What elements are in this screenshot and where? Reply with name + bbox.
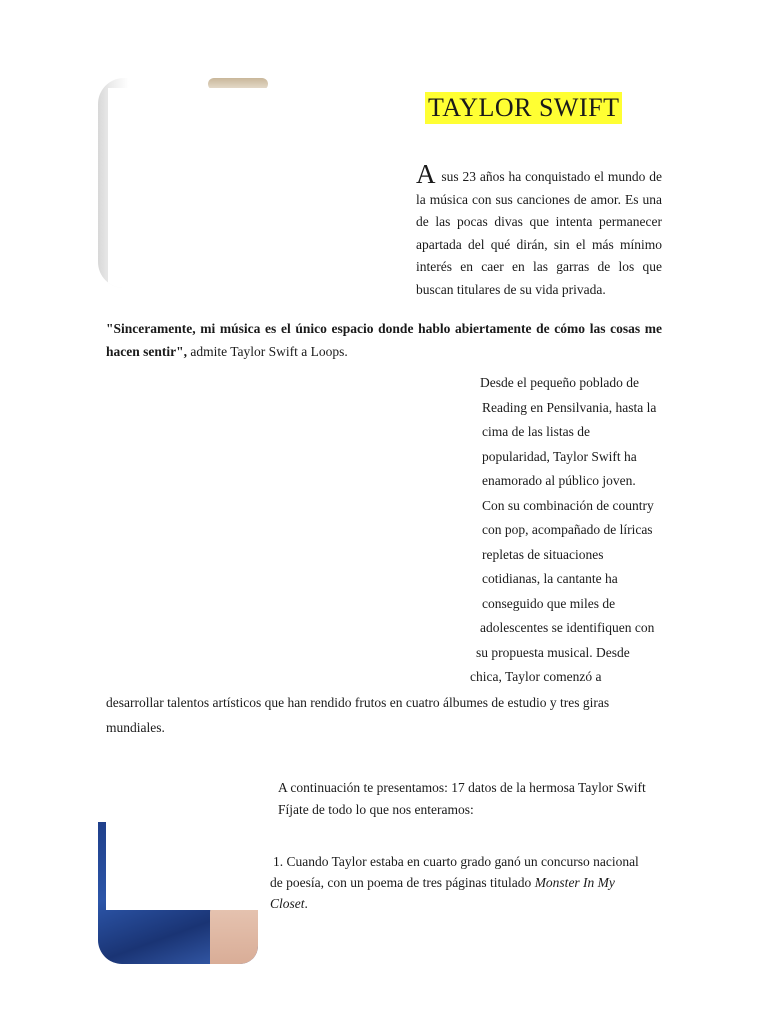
bio-line: popularidad, Taylor Swift ha xyxy=(482,448,637,464)
bio-line: conseguido que miles de xyxy=(482,595,616,611)
fact-line xyxy=(270,872,662,893)
fact-line xyxy=(270,893,662,914)
photo-bottom-blank xyxy=(106,822,258,910)
bio-line: cotidianas, la cantante ha xyxy=(482,571,618,586)
intro-text: sus 23 años ha conquistado el mundo de la música con sus canciones de amor. Es una de las pocas divas que intenta permanecer apartada del qué dirán, sin el más mínimo interés en caer en las garras de los que buscan titulares de su vida privada. xyxy=(416,169,662,297)
fact-line: 1. Cuando Taylor estaba en cuarto grado ganó un concurso nacional xyxy=(273,854,639,869)
poem-title-end: Closet xyxy=(270,896,305,911)
bio-line: adolescentes se identifiquen con xyxy=(480,620,655,635)
fact-period: . xyxy=(304,896,308,911)
bio-line: chica, Taylor comenzó a xyxy=(470,669,602,684)
bio-line: Con su combinación de country xyxy=(482,497,654,513)
intro-paragraph xyxy=(416,159,662,301)
drop-cap: A xyxy=(416,159,436,189)
fact-text: de poesía, con un poema de tres páginas titulado xyxy=(270,875,535,890)
page-title: TAYLOR SWIFT xyxy=(425,92,622,124)
bio-line: enamorado al público joven. xyxy=(482,473,636,488)
list-intro-line: Fíjate de todo lo que nos enteramos: xyxy=(278,802,474,817)
quote-attribution: admite Taylor Swift a Loops. xyxy=(187,343,348,359)
bio-paragraph-end: desarrollar talentos artísticos que han rendido frutos en cuatro álbumes de estudio y tres giras mundiales. xyxy=(106,695,610,735)
poem-title: Monster In My xyxy=(534,875,615,890)
bio-line: Reading en Pensilvania, hasta la xyxy=(482,399,657,415)
list-intro-line: A continuación te presentamos: 17 datos de la hermosa Taylor Swift xyxy=(278,780,646,795)
bio-line: con pop, acompañado de líricas xyxy=(482,522,653,537)
bio-line: cima de las listas de xyxy=(482,424,590,439)
fact-item-1 xyxy=(270,851,662,914)
bio-line: Desde el pequeño poblado de xyxy=(480,375,639,390)
quote-paragraph xyxy=(106,318,662,363)
bio-line: su propuesta musical. Desde xyxy=(476,644,630,660)
quote-bold: "Sinceramente, mi música es el único espacio donde hablo abiertamente de cómo las cosas me hacen sentir", xyxy=(106,321,662,359)
photo-top xyxy=(98,78,318,288)
list-intro xyxy=(278,777,678,821)
photo-top-blank xyxy=(108,88,318,288)
bio-paragraph xyxy=(466,371,666,690)
photo-bottom xyxy=(98,822,258,964)
bio-line: repletas de situaciones xyxy=(482,546,604,562)
